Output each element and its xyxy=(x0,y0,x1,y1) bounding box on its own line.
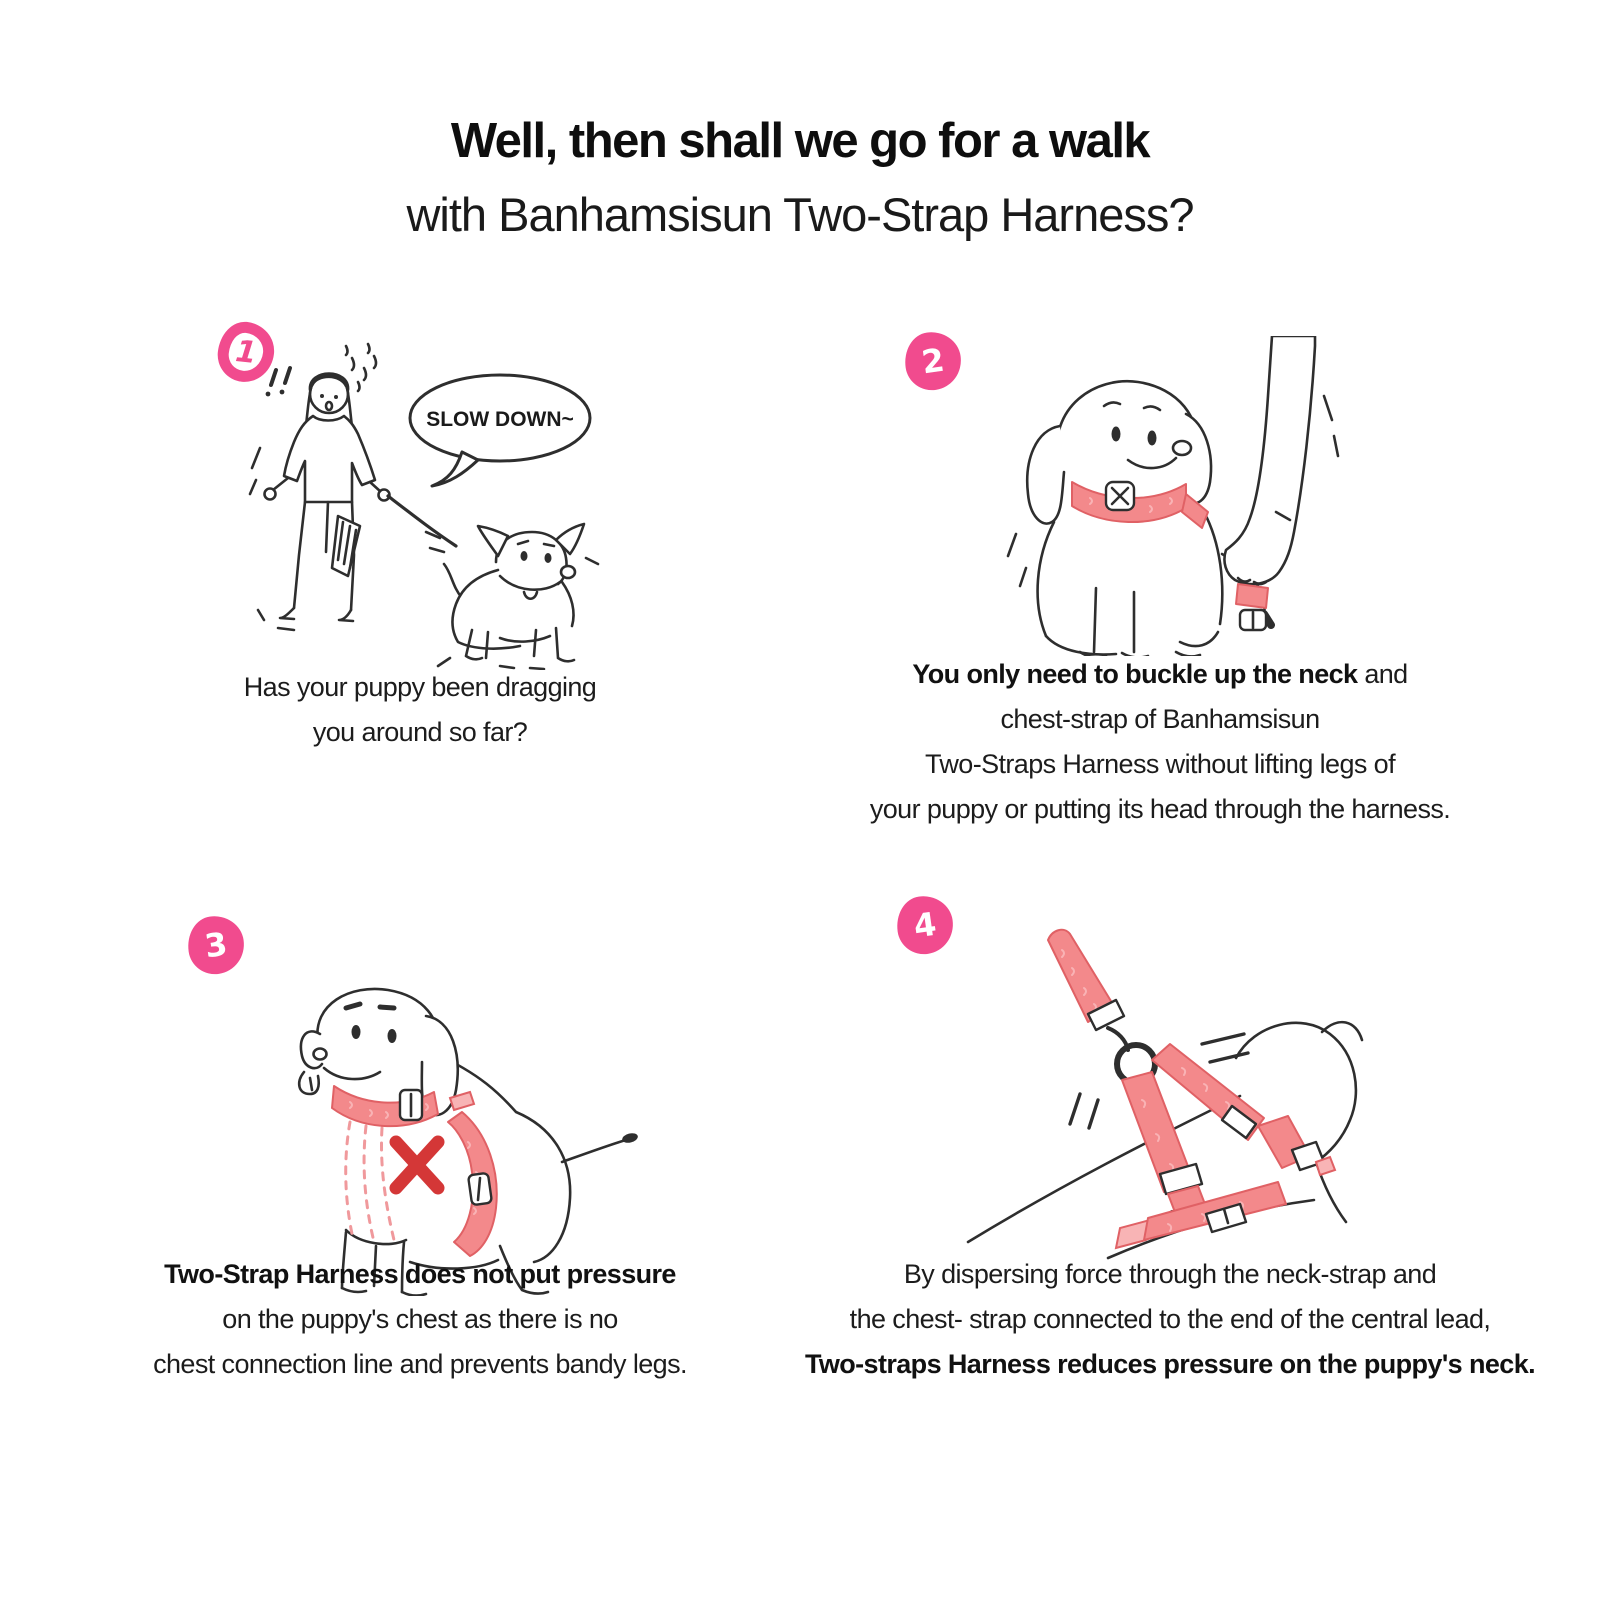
dog-harness-illustration xyxy=(200,946,640,1296)
caption-regular-text: and xyxy=(1357,659,1408,689)
caption-line: your puppy or putting its head through the harness. xyxy=(869,794,1451,824)
step-4-caption xyxy=(790,1252,1550,1387)
step-1-number: 1 xyxy=(233,333,259,371)
leash xyxy=(1048,930,1128,1050)
neck-strap xyxy=(1072,482,1208,528)
title-line-1: Well, then shall we go for a walk xyxy=(450,114,1150,168)
neck-strap xyxy=(332,1086,438,1126)
caption-line: Two-Straps Harness without lifting legs of xyxy=(924,749,1396,779)
caption-bold-text: You only need to buckle up the neck xyxy=(912,659,1358,689)
woman-figure xyxy=(250,344,390,630)
girth-strap xyxy=(448,1092,497,1256)
caption-line xyxy=(800,652,1520,697)
red-x-mark xyxy=(396,1142,438,1188)
step-4-section xyxy=(790,880,1570,1500)
caption-line: Has your puppy been dragging xyxy=(243,672,597,702)
step-3-section xyxy=(40,880,800,1500)
step-1-section xyxy=(40,300,800,860)
step-2-number: 2 xyxy=(919,340,947,382)
harness-closeup-illustration xyxy=(910,910,1370,1260)
caption-line xyxy=(70,1252,770,1297)
caption-line: you around so far? xyxy=(312,717,528,747)
step-1-caption xyxy=(70,665,770,755)
caption-line: on the puppy's chest as there is no xyxy=(222,1304,618,1334)
step-2-section xyxy=(790,300,1550,860)
caption-bold-text: Two-straps Harness reduces pressure on the puppy's neck. xyxy=(804,1349,1536,1379)
step-2-caption xyxy=(800,652,1520,832)
speech-bubble-text: SLOW DOWN~ xyxy=(426,408,574,431)
title-line-2: with Banhamsisun Two-Strap Harness? xyxy=(406,187,1194,241)
step-3-caption xyxy=(70,1252,770,1387)
page-title xyxy=(0,112,1600,243)
dashed-chest-lines xyxy=(346,1122,394,1242)
step-4-number: 4 xyxy=(911,904,939,946)
human-arm xyxy=(1224,336,1315,630)
caption-line: chest-strap of Banhamsisun xyxy=(1000,704,1320,734)
caption-line: chest connection line and prevents bandy legs. xyxy=(153,1349,687,1379)
dog-buckling-illustration xyxy=(920,336,1340,656)
caption-line xyxy=(790,1342,1550,1387)
speech-bubble xyxy=(410,375,590,486)
woman-dragged-by-dog-illustration xyxy=(200,330,600,670)
caption-line: the chest- strap connected to the end of the central lead, xyxy=(849,1304,1491,1334)
leash-line xyxy=(388,496,456,546)
caption-bold-text: Two-Strap Harness does not put pressure xyxy=(164,1259,676,1289)
chest-strap-held xyxy=(1236,584,1268,608)
running-dog xyxy=(426,524,598,669)
caption-line: By dispersing force through the neck-strap and xyxy=(903,1259,1437,1289)
step-3-number: 3 xyxy=(202,924,230,966)
